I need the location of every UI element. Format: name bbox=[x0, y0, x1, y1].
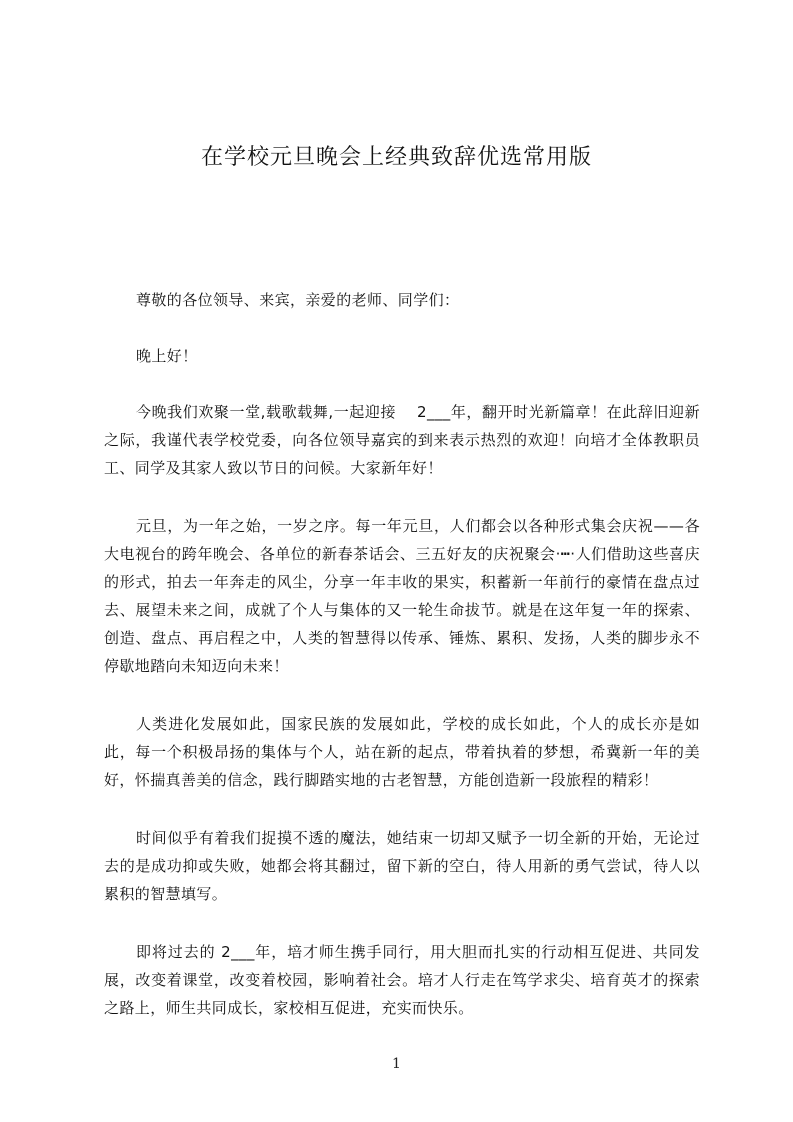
document-title: 在学校元旦晚会上经典致辞优选常用版 bbox=[200, 145, 592, 170]
paragraph-development: 人类进化发展如此，国家民族的发展如此，学校的成长如此，个人的成长亦是如此，每一个积极昂扬的集体与个人，站在新的起点，带着执着的梦想，希冀新一年的美好，怀揣真善美的信念，践行脚踏实地的古老智慧，方能创造新一段旅程的精彩！ bbox=[104, 715, 700, 789]
paragraph-time: 时间似乎有着我们捉摸不透的魔法，她结束一切却又赋予一切全新的开始，无论过去的是成功抑或失败，她都会将其翻过，留下新的空白，待人用新的勇气尝试，待人以累积的智慧填写。 bbox=[104, 829, 700, 903]
paragraph-new-year: 元旦，为一年之始，一岁之序。每一年元旦，人们都会以各种形式集会庆祝——各大电视台的跨年晚会、各单位的新春茶话会、三五好友的庆祝聚会·┅·人们借助这些喜庆的形式，拍去一年奔走的风尘，分享一年丰收的果实，积蓄新一年前行的豪情在盘点过去、展望未来之间，成就了个人与集体的又一轮生命拔节。就是在这年复一年的探索、创造、盘点、再启程之中，人类的智慧得以传承、锤炼、累积、发扬，人类的脚步永不停歇地踏向未知迈向未来！ bbox=[104, 517, 700, 675]
document-body bbox=[104, 286, 700, 1052]
page-number: 1 bbox=[392, 1056, 401, 1072]
paragraph-past-year: 即将过去的 2___年，培才师生携手同行，用大胆而扎实的行动相互促进、共同发展，改变着课堂，改变着校园，影响着社会。培才人行走在笃学求尖、培育英才的探索之路上，师生共同成长，家校相互促进，充实而快乐。 bbox=[104, 943, 700, 1017]
paragraph-welcome: 今晚我们欢聚一堂,载歌载舞,一起迎接 2___年，翻开时光新篇章！在此辞旧迎新之际，我谨代表学校党委，向各位领导嘉宾的到来表示热烈的欢迎！向培才全体教职员工、同学及其家人致以节日的问候。大家新年好！ bbox=[104, 403, 700, 477]
paragraph-salutation: 尊敬的各位领导、来宾，亲爱的老师、同学们： bbox=[136, 291, 460, 309]
paragraph-greeting: 晚上好！ bbox=[136, 347, 198, 365]
